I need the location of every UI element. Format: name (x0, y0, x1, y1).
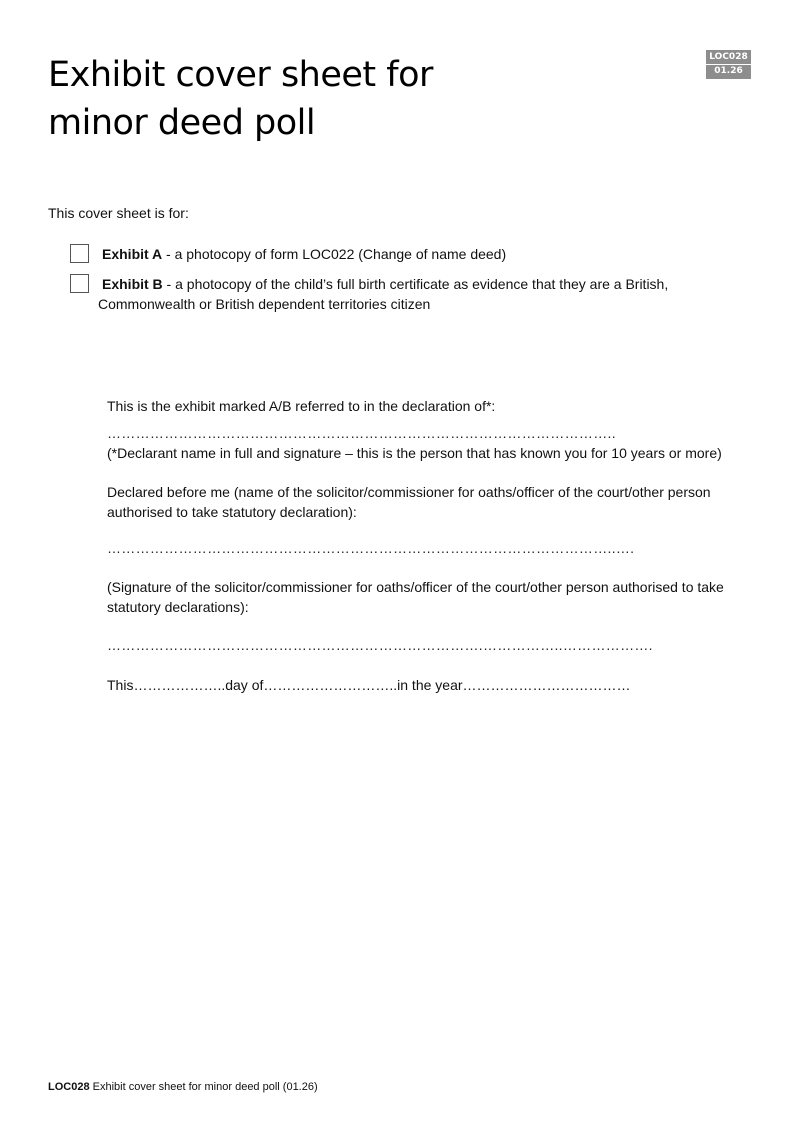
footer-text: Exhibit cover sheet for minor deed poll (01.26) (89, 1081, 318, 1093)
exhibit-b-description-line2: Commonwealth or British dependent territories citizen (98, 296, 431, 312)
exhibit-a-option (70, 244, 742, 264)
declared-before-text: Declared before me (name of the solicitor/commissioner for oaths/officer of the court/other person authorised to take statutory declaration): (107, 484, 711, 520)
exhibit-statement: This is the exhibit marked A/B referred to in the declaration of*: (107, 398, 496, 414)
page-title-line1: Exhibit cover sheet for (48, 55, 433, 95)
signature-instruction: (Signature of the solicitor/commissioner for oaths/officer of the court/other person authorised to take statutory declarations): (107, 579, 724, 615)
exhibit-a-checkbox[interactable] (70, 244, 89, 263)
exhibit-b-label: Exhibit B (102, 276, 163, 292)
exhibit-b-description: - a photocopy of the child’s full birth certificate as evidence that they are a British, (162, 276, 669, 292)
footer (48, 1081, 318, 1093)
page-title (48, 51, 433, 147)
intro-text: This cover sheet is for: (48, 205, 189, 221)
exhibit-b-checkbox[interactable] (70, 274, 89, 293)
form-version: 01.26 (714, 66, 743, 76)
exhibit-a-text (70, 244, 742, 264)
exhibit-a-label: Exhibit A (102, 246, 163, 262)
solicitor-signature-line[interactable]: …………………………………………………………………….……………..………………. (107, 637, 653, 653)
form-code: LOC028 (706, 50, 751, 65)
exhibit-b-text (70, 274, 742, 314)
date-line[interactable]: This………………..day of………………………..in the year……………………………… (107, 677, 631, 693)
form-code-badge (706, 50, 751, 79)
declarant-signature-line[interactable]: …………………………………………………………………………………………….. (107, 425, 616, 441)
solicitor-name-line[interactable]: ……………………………………………………………………………………………..…. (107, 540, 635, 556)
declarant-note: (*Declarant name in full and signature – this is the person that has known you for 10 years or more) (107, 445, 722, 461)
exhibit-b-option (70, 274, 742, 314)
page-title-line2: minor deed poll (48, 103, 316, 143)
exhibit-a-description: - a photocopy of form LOC022 (Change of name deed) (162, 246, 507, 262)
footer-code: LOC028 (48, 1081, 90, 1093)
